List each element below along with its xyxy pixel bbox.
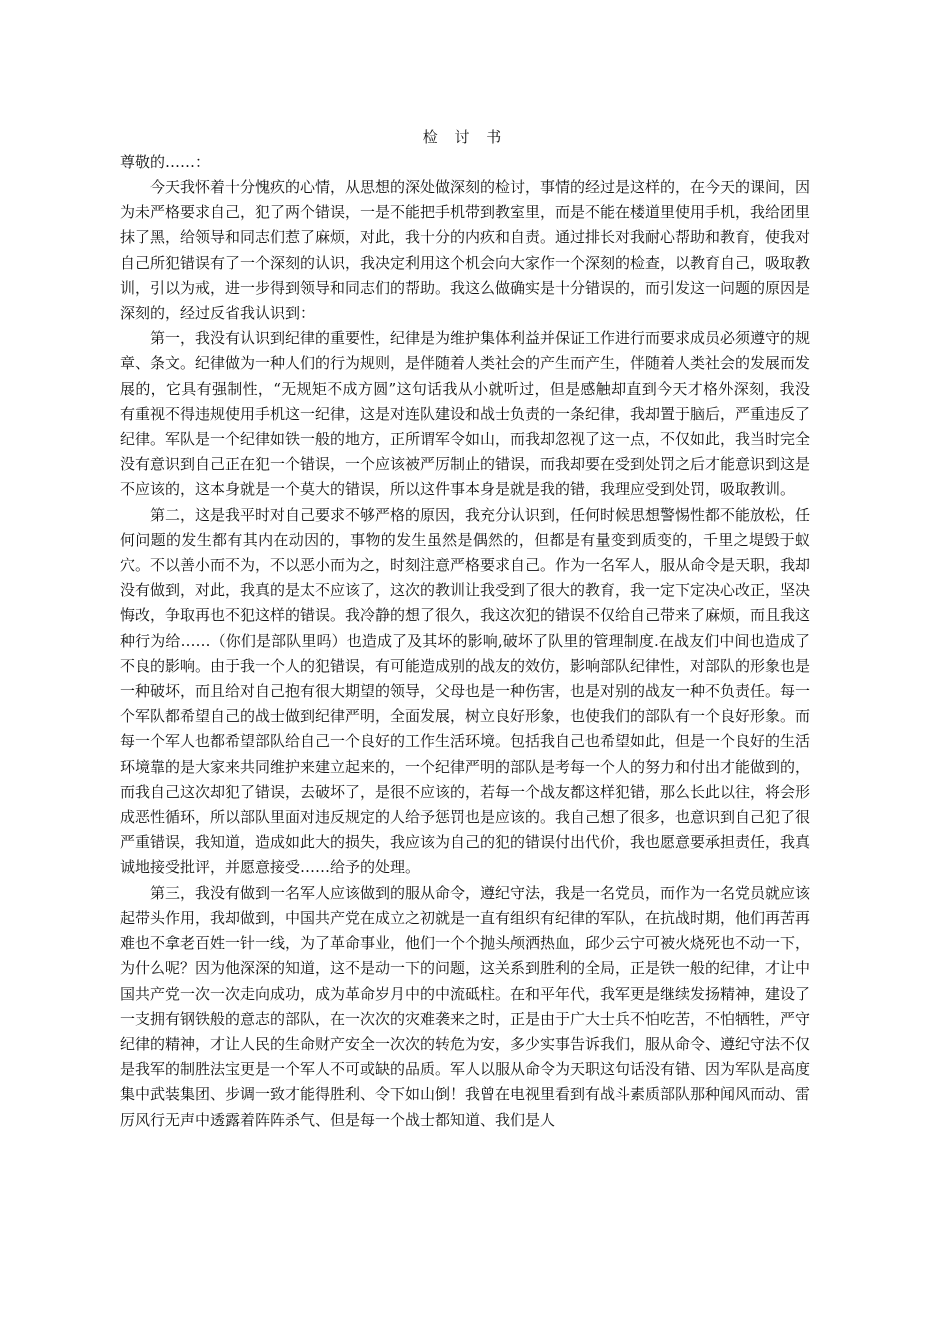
paragraph-first-point: 第一，我没有认识到纪律的重要性，纪律是为维护集体利益并保证工作进行而要求成员必须遵守的规章、条文。纪律做为一种人们的行为规则，是伴随着人类社会的产生而产生，伴随着人类社会的发展而发展的，它具有强制性，“无规矩不成方圆”这句话我从小就听过，但是感触却直到今天才格外深刻，我没有重视不得违规使用手机这一纪律，这是对连队建设和战士负责的一条纪律，我却置于脑后，严重违反了纪律。军队是一个纪律如铁一般的地方，正所谓军令如山，而我却忽视了这一点，不仅如此，我当时完全没有意识到自己正在犯一个错误，一个应该被严厉制止的错误，而我却要在受到处罚之后才能意识到这是不应该的，这本身就是一个莫大的错误，所以这件事本身是就是我的错，我理应受到处罚，吸取教训。 xyxy=(120,329,811,499)
paragraph-third-point: 第三，我没有做到一名军人应该做到的服从命令，遵纪守法，我是一名党员，而作为一名党员就应该起带头作用，我却做到，中国共产党在成立之初就是一直有组织有纪律的军队，在抗战时期，他们再苦再难也不拿老百姓一针一线，为了革命事业，他们一个个抛头颅洒热血，邱少云宁可被火烧死也不动一下，为什么呢？因为他深深的知道，这不是动一下的问题，这关系到胜利的全局，正是铁一般的纪律，才让中国共产党一次一次走向成功，成为革命岁月中的中流砥柱。在和平年代，我军更是继续发扬精神，建设了一支拥有钢铁般的意志的部队，在一次次的灾难袭来之时，正是由于广大士兵不怕吃苦，不怕牺牲，严守纪律的精神，才让人民的生命财产安全一次次的转危为安，多少实事告诉我们，服从命令、遵纪守法不仅是我军的制胜法宝更是一个军人不可或缺的品质。军人以服从命令为天职这句话没有错、因为军队是高度集中武装集团、步调一致才能得胜利、令下如山倒！我曾在电视里看到有战斗素质部队那种闻风而动、雷厉风行无声中透露着阵阵杀气、但是每一个战士都知道、我们是人 xyxy=(120,883,811,1129)
paragraph-intro: 今天我怀着十分愧疚的心情，从思想的深处做深刻的检讨，事情的经过是这样的，在今天的课间，因为未严格要求自己，犯了两个错误，一是不能把手机带到教室里，而是不能在楼道里使用手机，我给团里抹了黑，给领导和同志们惹了麻烦，对此，我十分的内疚和自责。通过排长对我耐心帮助和教育，使我对自己所犯错误有了一个深刻的认识，我决定利用这个机会向大家作一个深刻的检查，以教育自己，吸取教训，引以为戒，进一步得到领导和同志们的帮助。我这么做确实是十分错误的，而引发这一问题的原因是深刻的，经过反省我认识到： xyxy=(120,178,811,323)
document-title: 检 讨 书 xyxy=(422,128,508,146)
paragraph-second-point: 第二，这是我平时对自己要求不够严格的原因，我充分认识到，任何时候思想警惕性都不能放松，任何问题的发生都有其内在动因的，事物的发生虽然是偶然的，但都是有量变到质变的，千里之堤毁于蚁穴。不以善小而不为，不以恶小而为之，时刻注意严格要求自己。作为一名军人，服从命令是天职，我却没有做到，对此，我真的是太不应该了，这次的教训让我受到了很大的教育，我一定下定决心改正，坚决悔改，争取再也不犯这样的错误。我冷静的想了很久，我这次犯的错误不仅给自己带来了麻烦，而且我这种行为给……（你们是部队里吗）也造成了及其坏的影响,破坏了队里的管理制度.在战友们中间也造成了不良的影响。由于我一个人的犯错误，有可能造成别的战友的效仿，影响部队纪律性，对部队的形象也是一种破坏，而且给对自己抱有很大期望的领导，父母也是一种伤害，也是对别的战友一种不负责任。每一个军队都希望自己的战士做到纪律严明，全面发展，树立良好形象，也使我们的部队有一个良好形象。而每一个军人也都希望部队给自己一个良好的工作生活环境。包括我自己也希望如此，但是一个良好的生活环境靠的是大家来共同维护来建立起来的，一个纪律严明的部队是考每一个人的努力和付出才能做到的，而我自己这次却犯了错误，去破坏了，是很不应该的，若每一个战友都这样犯错，那么长此以往，将会形成恶性循环，所以部队里面对违反规定的人给予惩罚也是应该的。我自己想了很多，也意识到自己犯了很严重错误，我知道，造成如此大的损失，我应该为自己的犯的错误付出代价，我也愿意要承担责任，我真诚地接受批评，并愿意接受……给予的处理。 xyxy=(120,505,811,877)
salutation: 尊敬的……： xyxy=(120,153,211,171)
document-page xyxy=(120,126,810,1133)
